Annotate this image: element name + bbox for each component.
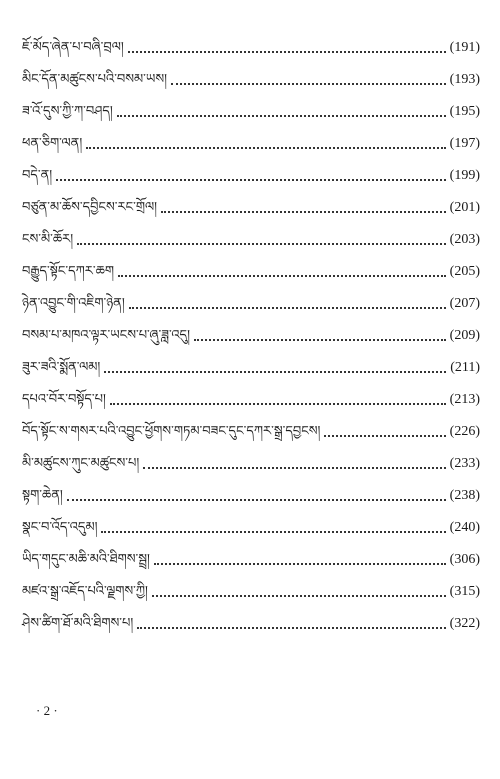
toc-entry-title: བཙུན་མ་ཆོས་དབྱིངས་རང་གྲོལ། [22,200,158,215]
dot-leader [194,338,446,341]
dot-leader [152,594,446,597]
toc-entry-page: (195) [449,104,480,119]
toc-entry [22,318,480,350]
dot-leader [154,562,446,565]
toc-entry-title: ཟ་འོ་དུས་ཀྱི་ཀ་བཤད། [22,104,113,119]
dot-leader [128,50,446,53]
toc-entry [22,382,480,414]
toc-entry [22,126,480,158]
dot-leader [77,242,446,245]
toc-entry-title: མི་མཚུངས་ཀུང་མཚུངས་པ། [22,456,140,471]
toc-entry [22,254,480,286]
toc-entry [22,158,480,190]
toc-entry-page: (209) [449,328,480,343]
toc-entry-title: བསམ་པ་མཁའ་ལྟར་ཡངས་པ་ཞུ་ཟླ་འདུ། [22,328,191,343]
toc-entry-title: ཤེས་ཚིག་ཐོ་མའི་ཐིགས་པ། [22,616,134,631]
toc-entry-page: (207) [449,296,480,311]
toc-entry [22,350,480,382]
toc-entry-title: ཕན་ཅིག་ལན། [22,136,83,151]
page-number: · 2 · [36,703,58,718]
toc-entry [22,286,480,318]
toc-entry-page: (191) [449,40,480,55]
toc-entry-title: སྟག་ཆེན། [22,488,63,503]
toc-entry-page: (213) [449,392,480,407]
toc-entry-page: (205) [449,264,480,279]
toc-entry-title: མཛའ་སྒྲ་འཇོད་པའི་ལྗགས་ཀྱི། [22,584,148,599]
toc-entry-title: ཉེན་འབྱུང་གི་འཇིག་ཉེན། [22,296,125,311]
dot-leader [161,210,446,213]
toc-entry [22,542,480,574]
toc-entry [22,190,480,222]
toc-entry [22,446,480,478]
toc-entry-page: (201) [449,200,480,215]
table-of-contents [22,30,480,638]
toc-entry-page: (322) [449,616,480,631]
toc-entry [22,94,480,126]
toc-entry-page: (226) [449,424,480,439]
toc-entry-page: (203) [449,232,480,247]
dot-leader [104,370,446,373]
toc-entry-title: ཡིད་གདུང་མཆི་མའི་ཐིགས་སྦྲ། [22,552,150,567]
dot-leader [137,626,445,629]
toc-entry-title: བརྒྱུད་སྟོང་དཀར་ཆག [22,264,115,279]
toc-entry-title: ངས་མི་ཆོར། [22,232,74,247]
dot-leader [118,274,446,277]
toc-entry-title: ཇོ་མོད་ཞེན་པ་བཞི་བྲལ། [22,40,124,55]
dot-leader [143,466,445,469]
toc-entry [22,574,480,606]
toc-entry [22,478,480,510]
toc-entry-title: ཟུར་ཟའི་སྨོན་ལམ། [22,360,101,375]
dot-leader [56,178,446,181]
dot-leader [129,306,446,309]
toc-entry-title: བོད་སྟོང་ས་གསར་པའི་འབྱུང་ཕྱོགས་གཏམ་བཟང་དུང་དཀར་སྒྲ་དབྱངས། [22,424,321,439]
toc-entry-page: (233) [449,456,480,471]
toc-entry-page: (306) [449,552,480,567]
dot-leader [324,434,445,437]
toc-entry-page: (238) [449,488,480,503]
dot-leader [117,114,446,117]
toc-entry [22,606,480,638]
toc-entry [22,30,480,62]
toc-entry-title: དཔའ་བོར་བསྟོད་པ། [22,392,106,407]
toc-entry-title: མིང་དོན་མཚུངས་པའི་བསམ་ཡས། [22,72,167,87]
toc-entry-page: (193) [449,72,480,87]
toc-entry [22,222,480,254]
toc-entry-title: བདེ་ན། [22,168,53,183]
toc-entry-page: (240) [449,520,480,535]
dot-leader [86,146,445,149]
dot-leader [101,530,445,533]
dot-leader [67,498,446,501]
toc-entry-page: (211) [450,360,480,375]
toc-entry [22,510,480,542]
toc-entry [22,414,480,446]
toc-entry-title: སྣང་བ་འོད་འདུམ། [22,520,98,535]
toc-entry-page: (197) [449,136,480,151]
dot-leader [171,82,446,85]
toc-entry-page: (199) [449,168,480,183]
toc-entry-page: (315) [449,584,480,599]
dot-leader [110,402,446,405]
toc-entry [22,62,480,94]
